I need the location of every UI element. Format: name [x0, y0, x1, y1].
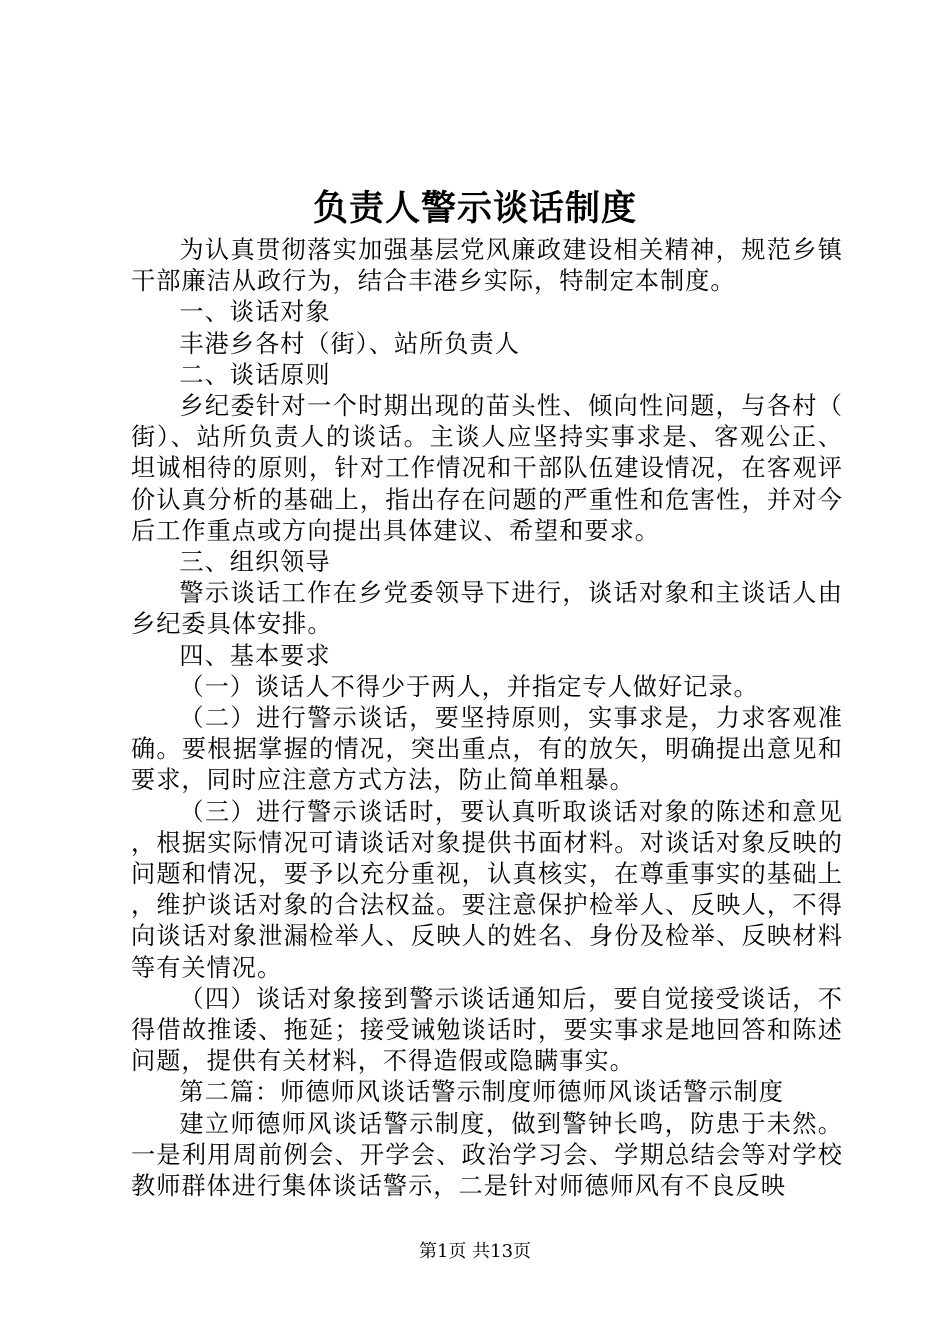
heading-talk-principles: 二、谈话原则: [179, 360, 331, 389]
paragraph-talk-subjects: 丰港乡各村（街）、站所负责人: [179, 329, 520, 358]
paragraph-organization: 警示谈话工作在乡党委领导下进行，谈话对象和主谈话人由乡纪委具体安排。: [131, 579, 843, 639]
heading-talk-subjects: 一、谈话对象: [179, 298, 331, 327]
document-body: [131, 235, 843, 1202]
paragraph-requirement-2: （二）进行警示谈话，要坚持原则，实事求是，力求客观准确。要根据掌握的情况，突出重点，有的放矢，明确提出意见和要求，同时应注意方式方法，防止简单粗暴。: [131, 704, 843, 795]
paragraph-intro: 为认真贯彻落实加强基层党风廉政建设相关精神，规范乡镇干部廉洁从政行为，结合丰港乡实际，特制定本制度。: [131, 236, 843, 296]
paragraph-requirement-4: （四）谈话对象接到警示谈话通知后，要自觉接受谈话，不得借故推诿、拖延；接受诫勉谈话时，要实事求是地回答和陈述问题，提供有关材料，不得造假或隐瞒事实。: [131, 984, 843, 1076]
paragraph-second-article: 建立师德师风谈话警示制度，做到警钟长鸣，防患于未然。一是利用周前例会、开学会、政治学习会、学期总结会等对学校教师群体进行集体谈话警示，二是针对师德师风有不良反映: [131, 1109, 843, 1201]
paragraph-requirement-3: （三）进行警示谈话时，要认真听取谈话对象的陈述和意见，根据实际情况可请谈话对象提供书面材料。对谈话对象反映的问题和情况，要予以充分重视，认真核实，在尊重事实的基础上，维护谈话对象的合法权益。要注意保护检举人、反映人，不得向谈话对象泄漏检举人、反映人的姓名、身份及检举、反映材料等有关情况。: [131, 797, 843, 982]
paragraph-talk-principles: 乡纪委针对一个时期出现的苗头性、倾向性问题，与各村（街）、站所负责人的谈话。主谈人应坚持实事求是、客观公正、坦诚相待的原则，针对工作情况和干部队伍建设情况，在客观评价认真分析的基础上，指出存在问题的严重性和危害性，并对今后工作重点或方向提出具体建议、希望和要求。: [131, 392, 843, 545]
paragraph-requirement-1: （一）谈话人不得少于两人，并指定专人做好记录。: [179, 672, 759, 701]
page-number-footer: 第1页 共13页: [418, 1241, 532, 1262]
heading-organization: 三、组织领导: [179, 548, 331, 577]
heading-basic-requirements: 四、基本要求: [179, 641, 331, 670]
document-title: 负责人警示谈话制度: [312, 188, 637, 229]
heading-second-article: 第二篇：师德师风谈话警示制度师德师风谈话警示制度: [179, 1078, 784, 1107]
